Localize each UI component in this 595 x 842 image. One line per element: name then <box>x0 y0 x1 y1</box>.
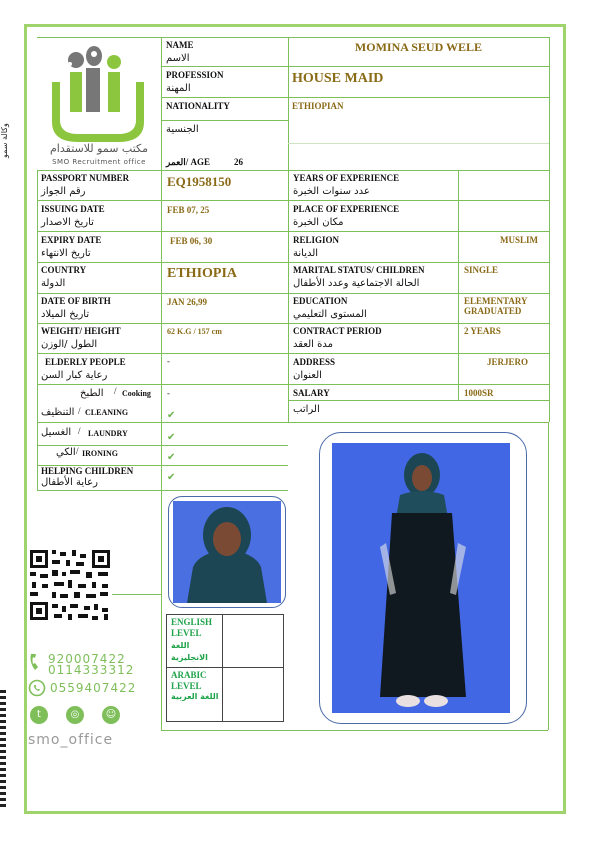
grid-line <box>37 200 549 201</box>
marital-status-label: MARITAL STATUS/ CHILDREN <box>293 265 425 275</box>
grid-line <box>288 400 549 401</box>
grid-line <box>37 323 549 324</box>
grid-line <box>37 353 549 354</box>
passport-label-ar: رقم الجواز <box>41 186 86 197</box>
salary-label-ar: الراتب <box>293 404 320 415</box>
grid-line <box>161 120 288 121</box>
grid-line <box>288 37 289 170</box>
cleaning-label-ar: التنظيف <box>41 407 75 418</box>
experience-years-label-ar: عدد سنوات الخبرة <box>293 186 370 197</box>
religion-value: MUSLIM <box>500 235 538 245</box>
logo-text-en: SMO Recruitment office <box>52 158 146 166</box>
english-level-label: ENGLISH LEVEL <box>171 617 213 638</box>
grid-line <box>37 422 549 423</box>
expiry-date-label-ar: تاريخ الانتهاء <box>41 248 91 259</box>
salary-value: 1000SR <box>464 388 494 398</box>
address-label: ADDRESS <box>293 357 336 367</box>
experience-place-label-ar: مكان الخبرة <box>293 217 344 228</box>
nationality-value: ETHIOPIAN <box>292 101 344 111</box>
side-label: وكالة سمو <box>0 123 9 158</box>
elderly-label-ar: رعاية كبار السن <box>41 370 108 381</box>
cooking-label: Cooking <box>122 389 151 398</box>
grid-line <box>37 37 549 38</box>
nationality-label: NATIONALITY <box>166 101 230 111</box>
arabic-level-label: ARABIC LEVEL <box>171 670 207 691</box>
grid-line <box>161 37 162 170</box>
name-value: MOMINA SEUD WELE <box>354 40 483 54</box>
phone-number-2: 0114333312 <box>48 663 135 677</box>
marital-status-value: SINGLE <box>464 265 499 275</box>
instagram-icon[interactable]: ◎ <box>66 706 84 724</box>
ironing-check-icon: ✔ <box>167 452 176 463</box>
full-body-image <box>320 433 526 723</box>
cooking-label-ar: الطبخ <box>80 388 104 399</box>
cooking-value: - <box>167 388 170 398</box>
grid-line <box>549 37 550 422</box>
qr-code-icon <box>28 548 112 622</box>
education-label: EDUCATION <box>293 296 348 306</box>
grid-line <box>37 384 549 385</box>
contract-period-value: 2 YEARS <box>464 326 501 336</box>
weight-height-label-ar: الطول /الوزن <box>41 339 98 350</box>
elderly-label: ELDERLY PEOPLE <box>45 357 126 367</box>
arabic-level-label-ar: اللغة العربية <box>171 692 219 701</box>
contract-period-label: CONTRACT PERIOD <box>293 326 382 336</box>
grid-line <box>288 143 549 144</box>
weight-height-value: 62 K.G / 157 cm <box>167 327 222 336</box>
ironing-label: IRONING <box>82 449 119 458</box>
nationality-label-ar: الجنسية <box>166 124 199 135</box>
dob-label: DATE OF BIRTH <box>41 296 111 306</box>
dob-label-ar: تاريخ الميلاد <box>41 309 90 320</box>
issuing-date-label: ISSUING DATE <box>41 204 105 214</box>
education-value: ELEMENTARY GRADUATED <box>464 296 528 316</box>
whatsapp-icon <box>28 679 46 697</box>
phone-number-1: 920007422 <box>48 652 126 666</box>
grid-line <box>37 445 288 446</box>
cleaning-label: CLEANING <box>85 408 129 417</box>
grid-line <box>161 66 288 67</box>
phone-icon <box>29 652 43 672</box>
age-label: العمر/ AGE <box>166 157 211 167</box>
dob-value: JAN 26,99 <box>167 297 207 307</box>
weight-height-label: WEIGHT/ HEIGHT <box>41 326 121 336</box>
country-label: COUNTRY <box>41 265 87 275</box>
name-label-ar: الاسم <box>166 53 190 64</box>
name-label: NAME <box>166 40 194 50</box>
social-handle: smo_office <box>28 732 114 748</box>
grid-line <box>37 490 288 491</box>
children-label: HELPING CHILDREN <box>41 466 134 476</box>
cleaning-check-icon: ✔ <box>167 410 176 421</box>
grid-line <box>458 170 459 400</box>
logo-mark-icon <box>38 42 160 142</box>
children-label-ar: رعاية الأطفال <box>41 477 98 488</box>
grid-line <box>161 97 288 98</box>
grid-line <box>37 231 549 232</box>
address-label-ar: العنوان <box>293 370 322 381</box>
profession-value: HOUSE MAID <box>292 71 384 86</box>
country-label-ar: الدولة <box>41 278 66 289</box>
grid-line <box>37 170 549 171</box>
grid-line <box>288 66 549 67</box>
portrait-photo <box>168 496 286 608</box>
experience-place-label: PLACE OF EXPERIENCE <box>293 204 400 214</box>
contract-period-label-ar: مدة العقد <box>293 339 333 350</box>
grid-line <box>161 170 162 490</box>
issuing-date-label-ar: تاريخ الاصدار <box>41 217 94 228</box>
grid-line <box>161 490 162 730</box>
side-barcode <box>0 690 6 810</box>
grid-line <box>166 667 283 668</box>
laundry-label: LAUNDRY <box>88 429 128 438</box>
passport-value: EQ1958150 <box>167 174 232 189</box>
education-label-ar: المستوى التعليمي <box>293 309 367 320</box>
issuing-date-value: FEB 07, 25 <box>167 205 210 215</box>
snapchat-icon[interactable]: ☺ <box>102 706 120 724</box>
profession-label-ar: المهنة <box>166 83 191 94</box>
salary-label: SALARY <box>293 388 330 398</box>
elderly-value: - <box>167 356 170 366</box>
english-level-label-ar: اللغة الانجليزية <box>171 641 208 662</box>
profession-label: PROFESSION <box>166 70 224 80</box>
logo <box>38 42 160 170</box>
age-value: 26 <box>234 157 243 167</box>
religion-label: RELIGION <box>293 235 340 245</box>
laundry-check-icon: ✔ <box>167 432 176 443</box>
portrait-image <box>169 497 285 607</box>
laundry-label-ar: الغسيل <box>41 427 72 438</box>
grid-line <box>37 293 549 294</box>
whatsapp-number: 0559407422 <box>50 681 137 695</box>
expiry-date-label: EXPIRY DATE <box>41 235 102 245</box>
religion-label-ar: الديانة <box>293 248 319 259</box>
grid-line <box>161 730 548 731</box>
expiry-date-value: FEB 06, 30 <box>170 236 213 246</box>
twitter-icon[interactable]: t <box>30 706 48 724</box>
grid-line <box>37 262 549 263</box>
logo-text-ar: مكتب سمو للاستقدام <box>50 142 148 155</box>
address-value: JERJERO <box>487 357 529 367</box>
grid-line <box>288 97 549 98</box>
children-check-icon: ✔ <box>167 472 176 483</box>
country-value: ETHIOPIA <box>167 266 238 281</box>
grid-line <box>548 422 549 730</box>
ironing-label-ar: الكي <box>56 447 76 458</box>
side-text <box>0 90 12 160</box>
marital-status-label-ar: الحالة الاجتماعية وعدد الأطفال <box>293 278 420 289</box>
passport-label: PASSPORT NUMBER <box>41 173 130 183</box>
full-body-photo <box>319 432 527 724</box>
experience-years-label: YEARS OF EXPERIENCE <box>293 173 400 183</box>
grid-line <box>37 170 38 490</box>
